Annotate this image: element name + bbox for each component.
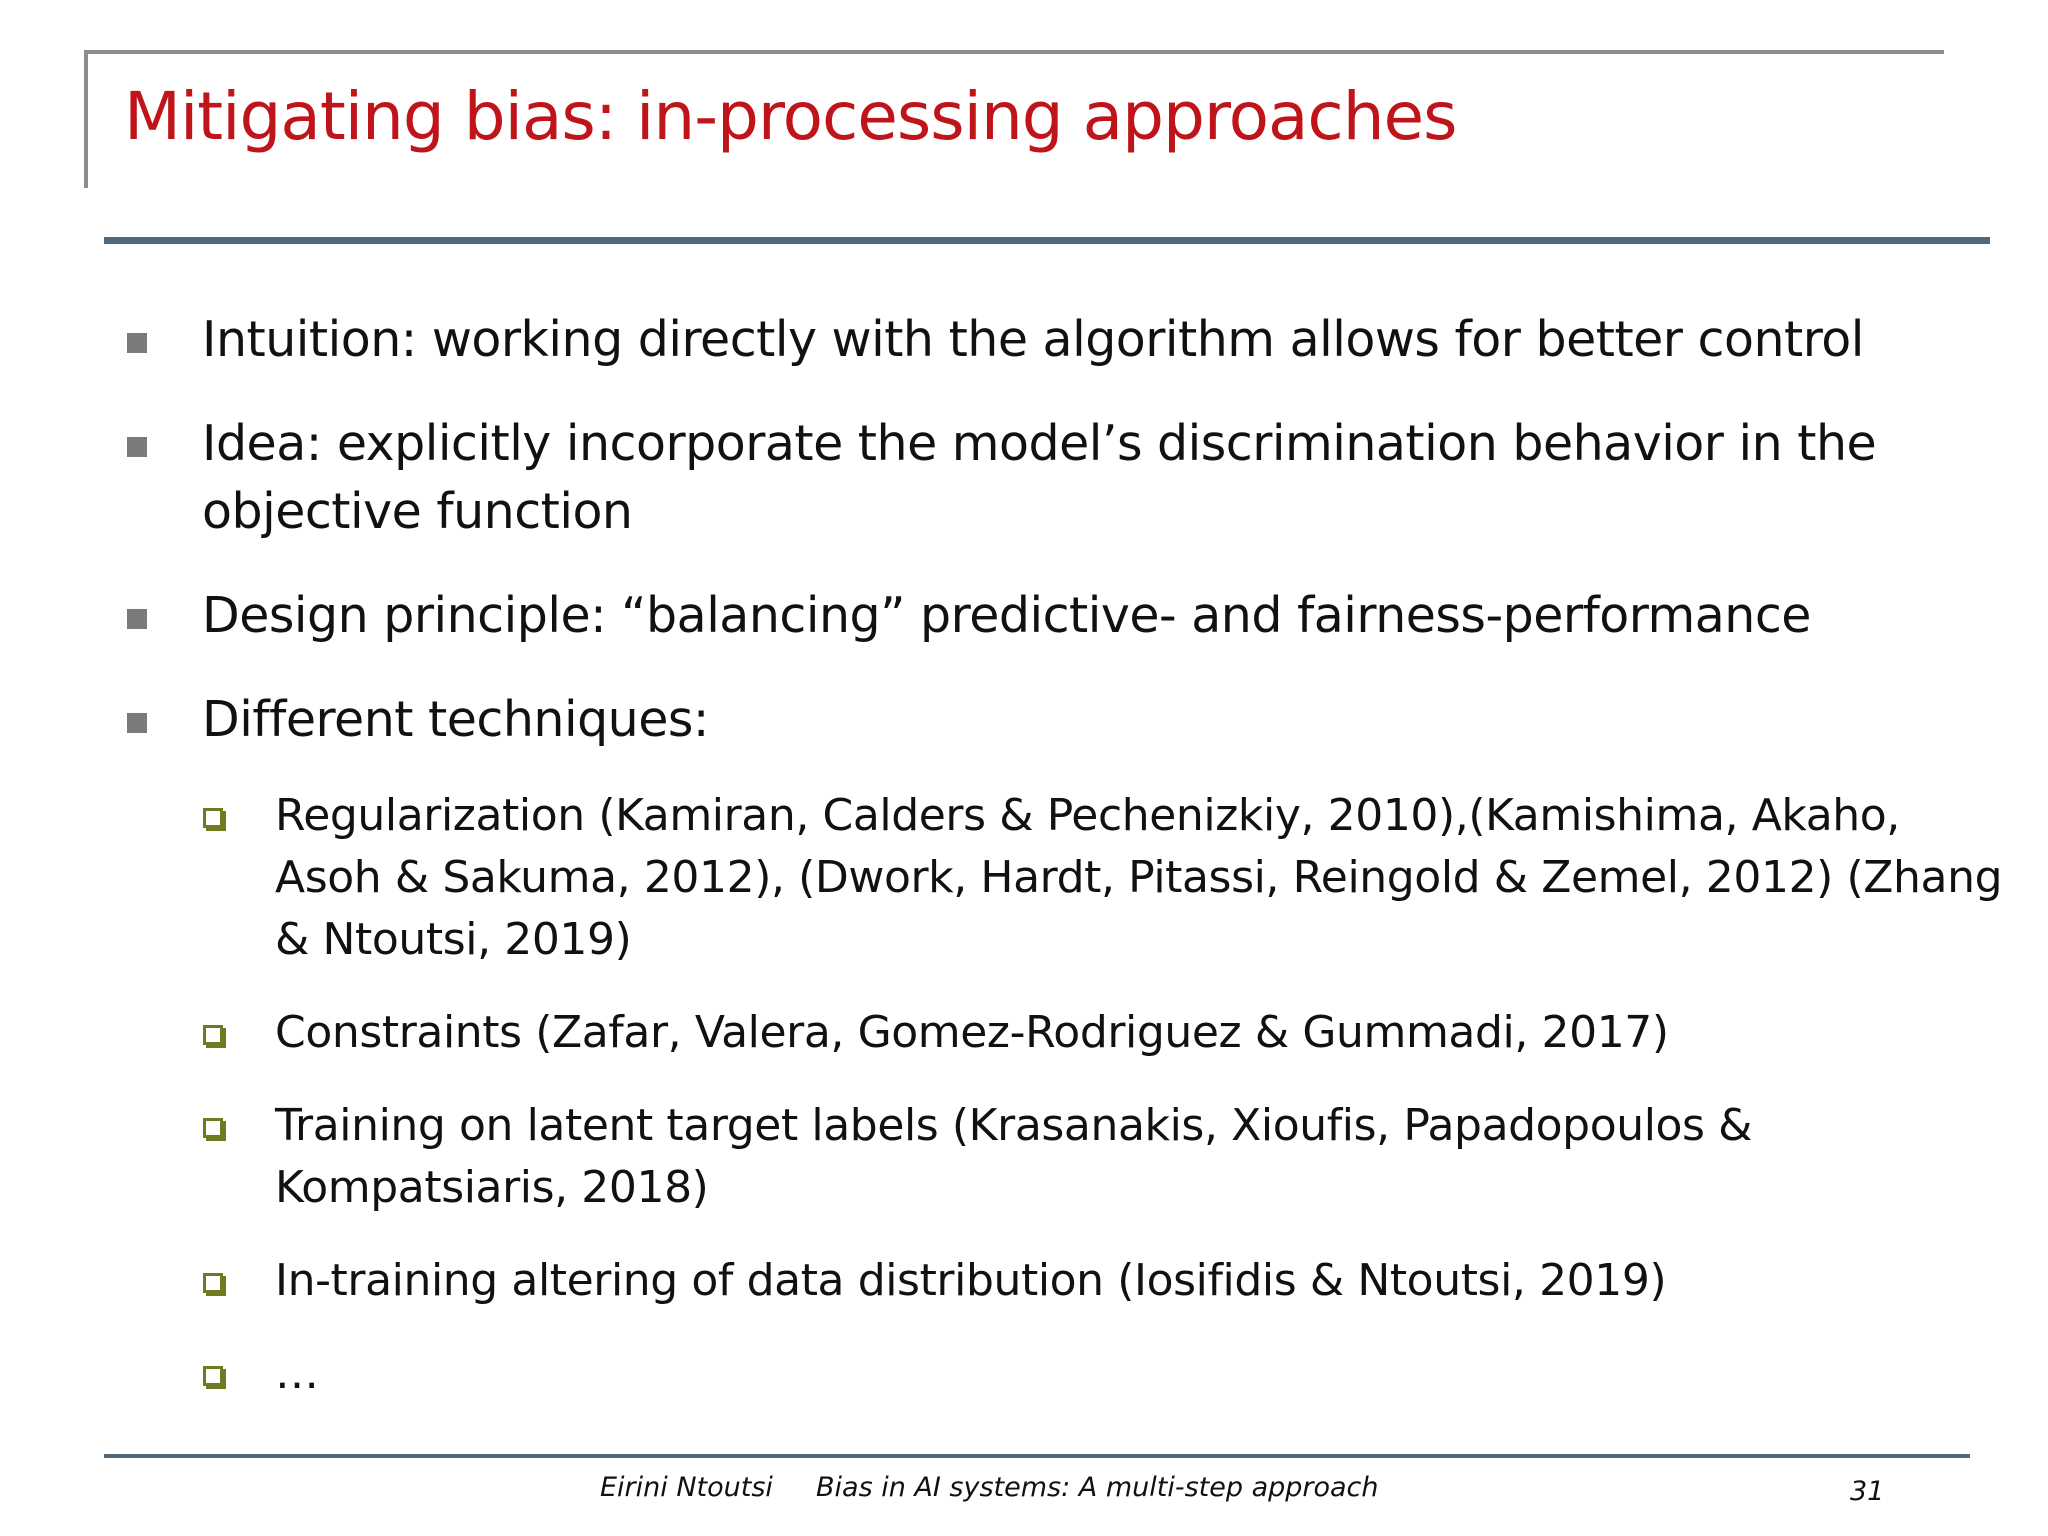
bullet-design-principle: Design principle: “balancing” predictive- and fairness-performance [202, 587, 1811, 644]
square-bullet-icon [127, 713, 147, 733]
slide-title: Mitigating bias: in-processing approaches [124, 78, 1457, 155]
hollow-square-bullet-icon [203, 1118, 223, 1138]
bullet-intuition: Intuition: working directly with the algorithm allows for better control [202, 311, 1864, 368]
footer-author: Eirini Ntoutsi [600, 1472, 773, 1503]
frame-left-border [84, 50, 88, 188]
subbullet-regularization-line3: & Ntoutsi, 2019) [275, 914, 632, 965]
square-bullet-icon [127, 437, 147, 457]
hollow-square-bullet-icon [203, 808, 223, 828]
bullet-idea-line2: objective function [202, 483, 633, 540]
subbullet-ellipsis: … [275, 1348, 319, 1399]
square-bullet-icon [127, 609, 147, 629]
frame-top-border [84, 50, 1944, 54]
subbullet-latent-labels-line1: Training on latent target labels (Krasanakis, Xioufis, Papadopoulos & [275, 1100, 1753, 1151]
bullet-idea-line1: Idea: explicitly incorporate the model’s discrimination behavior in the [202, 415, 1877, 472]
footer-talk-title: Bias in AI systems: A multi-step approach [816, 1472, 1379, 1503]
subbullet-data-distribution: In-training altering of data distribution (Iosifidis & Ntoutsi, 2019) [275, 1255, 1667, 1306]
subbullet-latent-labels-line2: Kompatsiaris, 2018) [275, 1162, 709, 1213]
title-divider [104, 237, 1990, 244]
square-bullet-icon [127, 333, 147, 353]
page-number: 31 [1850, 1476, 1885, 1507]
hollow-square-bullet-icon [203, 1366, 223, 1386]
bullet-different-techniques: Different techniques: [202, 691, 709, 748]
subbullet-regularization-line2: Asoh & Sakuma, 2012), (Dwork, Hardt, Pitassi, Reingold & Zemel, 2012) (Zhang [275, 852, 2003, 903]
subbullet-regularization-line1: Regularization (Kamiran, Calders & Pechenizkiy, 2010),(Kamishima, Akaho, [275, 790, 1900, 841]
subbullet-constraints: Constraints (Zafar, Valera, Gomez-Rodriguez & Gummadi, 2017) [275, 1007, 1669, 1058]
footer-divider [104, 1454, 1970, 1458]
hollow-square-bullet-icon [203, 1025, 223, 1045]
hollow-square-bullet-icon [203, 1273, 223, 1293]
